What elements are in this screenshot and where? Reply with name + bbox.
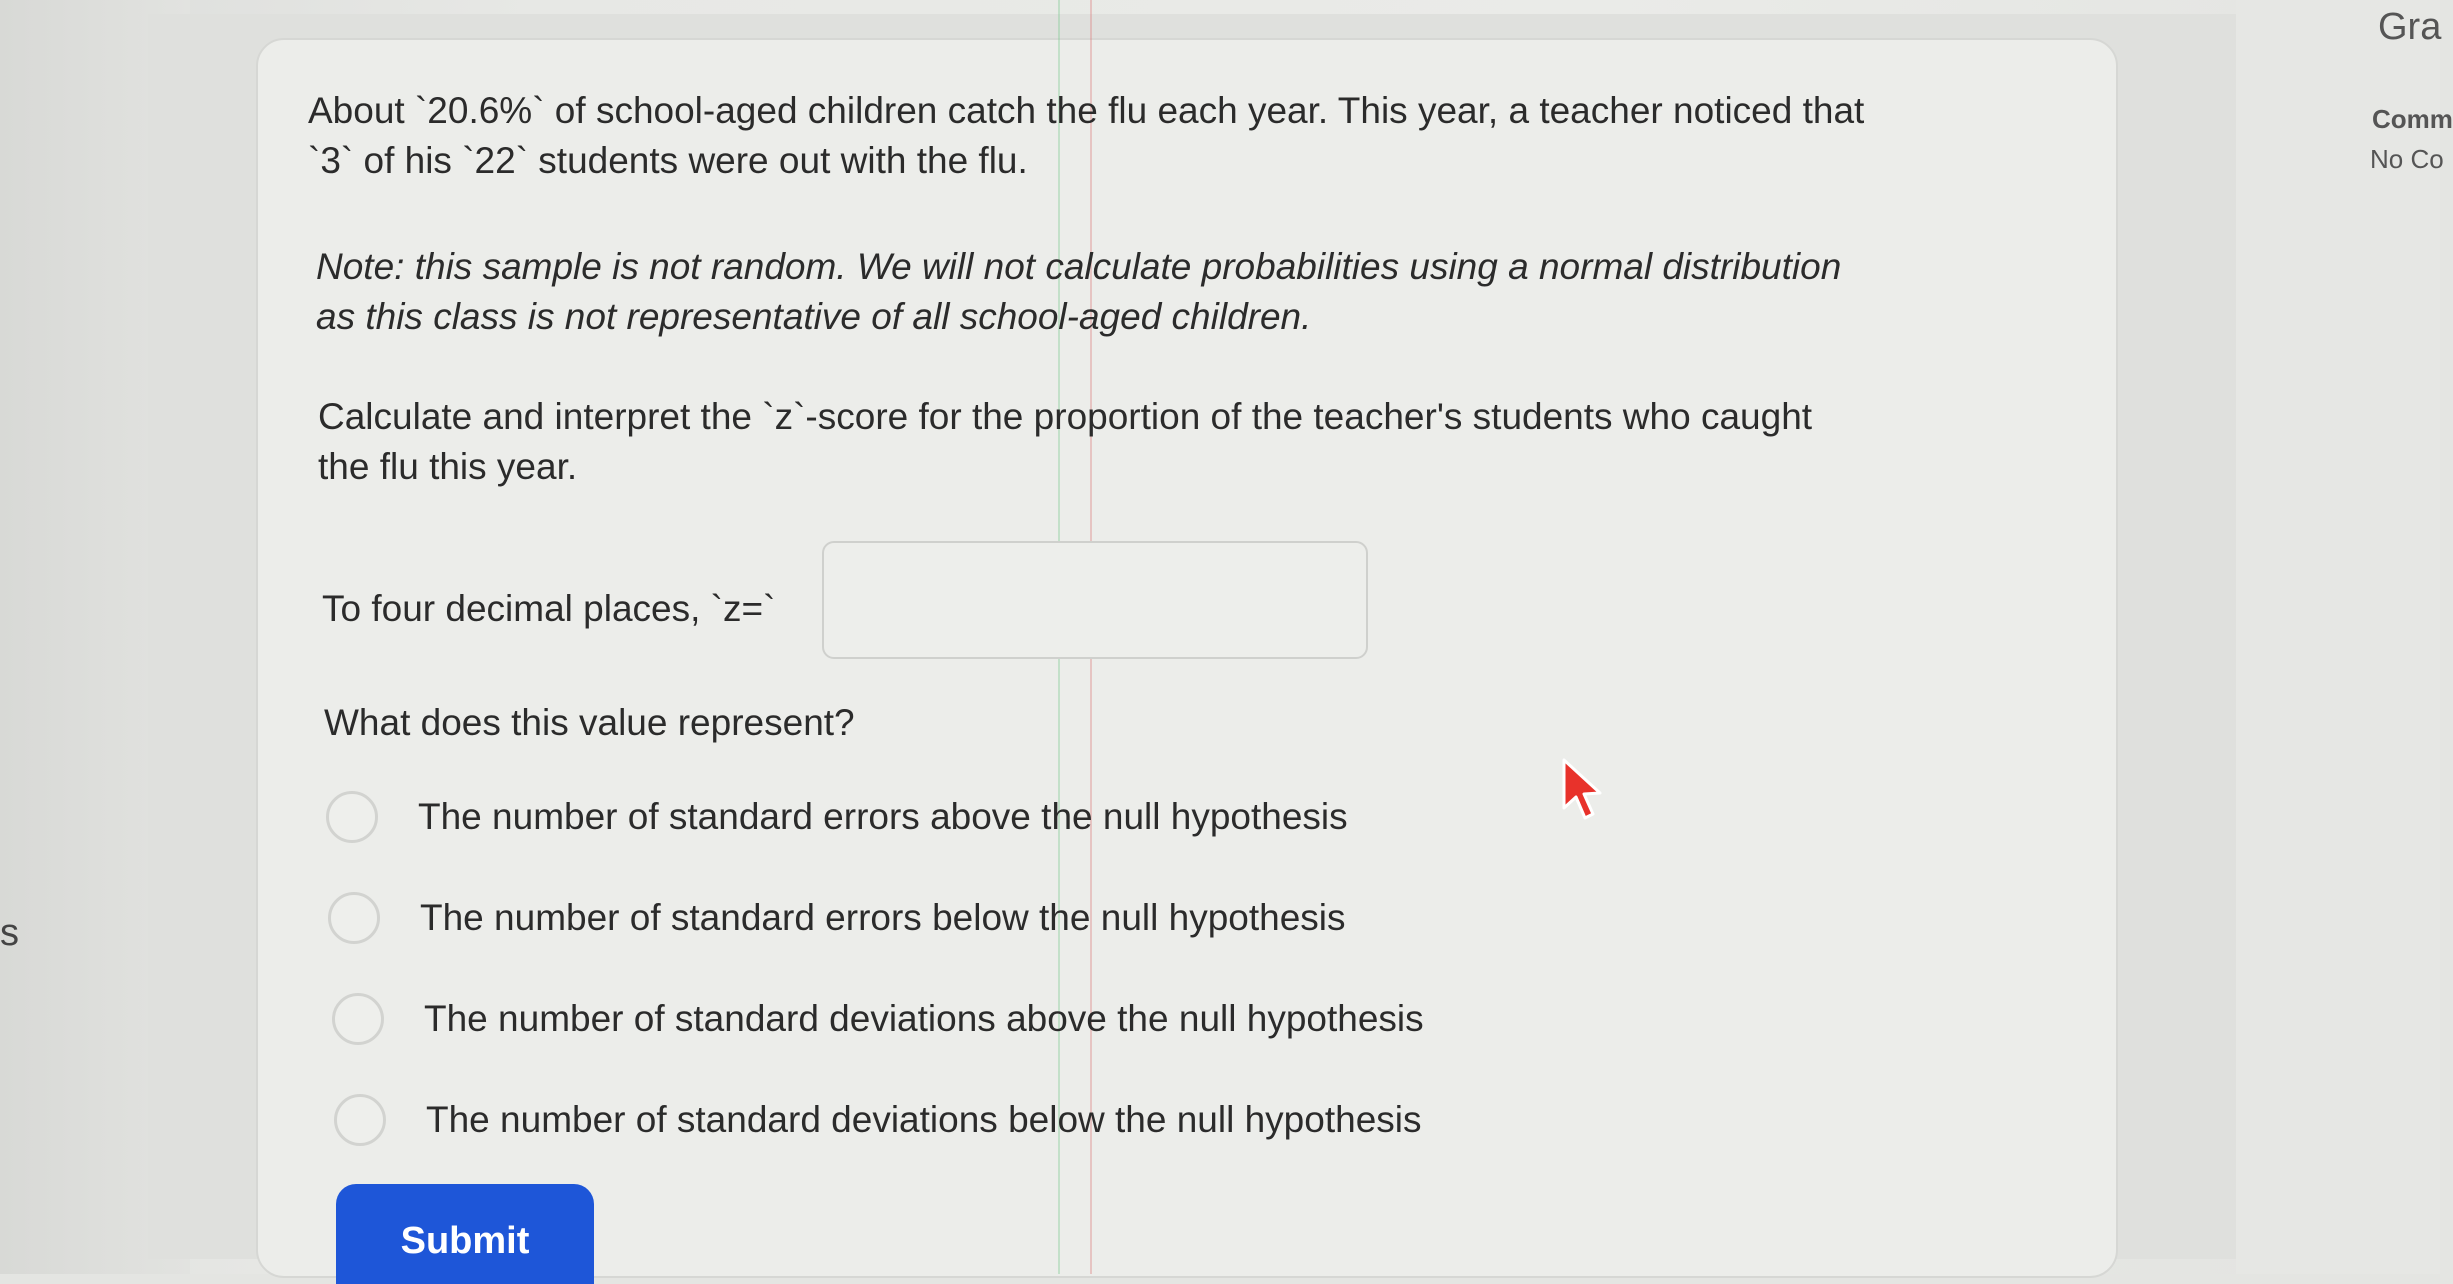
radio-button[interactable]: [328, 892, 380, 944]
mouse-cursor-icon: [1560, 756, 1604, 826]
problem-instruction-line: the flu this year.: [318, 446, 578, 487]
left-edge-text: s: [0, 912, 19, 954]
side-panel-comments-label: Comm: [2372, 104, 2453, 134]
option-label: The number of standard errors above the null hypothesis: [418, 796, 1348, 837]
radio-button[interactable]: [334, 1094, 386, 1146]
problem-instruction-line: Calculate and interpret the `z`-score for the proportion of the teacher's students who caught: [318, 396, 1813, 437]
option-sd-below[interactable]: [334, 1090, 1422, 1150]
option-label: The number of standard deviations below the null hypothesis: [426, 1099, 1422, 1140]
problem-instruction: [318, 392, 2098, 492]
z-score-label: To four decimal places, `z=`: [322, 588, 776, 629]
problem-intro-line: `3` of his `22` students were out with the flu.: [308, 140, 1028, 181]
problem-note: [316, 242, 2096, 342]
option-se-above[interactable]: [326, 787, 1348, 847]
radio-button[interactable]: [332, 993, 384, 1045]
side-panel-title: Gra: [2378, 6, 2442, 48]
problem-note-line: as this class is not representative of all school-aged children.: [316, 296, 1312, 337]
side-panel-comments-value: No Co: [2370, 144, 2444, 174]
radio-button[interactable]: [326, 791, 378, 843]
option-sd-above[interactable]: [332, 989, 1424, 1049]
option-label: The number of standard errors below the null hypothesis: [420, 897, 1346, 938]
option-label: The number of standard deviations above the null hypothesis: [424, 998, 1424, 1039]
z-score-input[interactable]: [822, 541, 1368, 659]
interpretation-question: What does this value represent?: [324, 702, 855, 743]
submit-button[interactable]: Submit: [336, 1184, 594, 1284]
problem-intro-line: About `20.6%` of school-aged children catch the flu each year. This year, a teacher noticed that: [308, 90, 1865, 131]
problem-note-line: Note: this sample is not random. We will not calculate probabilities using a normal distribution: [316, 246, 1842, 287]
option-se-below[interactable]: [328, 888, 1346, 948]
problem-intro: [308, 86, 2088, 186]
right-side-panel: [2236, 0, 2440, 1274]
